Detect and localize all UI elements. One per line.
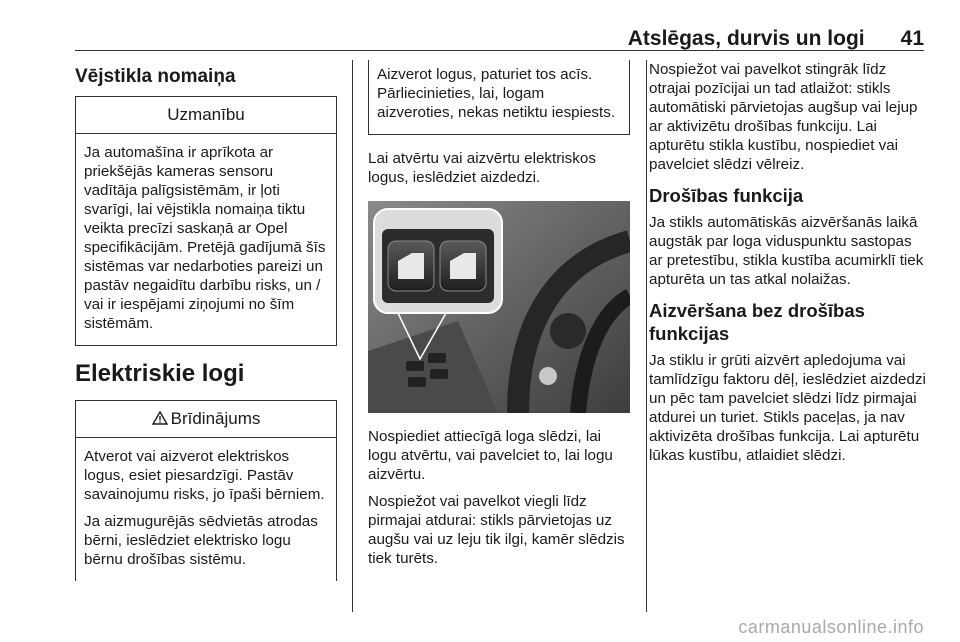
heading-safety-function: Drošības funkcija xyxy=(649,185,804,206)
column-3 xyxy=(649,60,929,473)
column-1 xyxy=(75,60,337,581)
column-divider-2 xyxy=(646,60,647,612)
header-rule xyxy=(75,50,924,51)
paragraph-second-detent: Nospiežot vai pavelkot stingrāk līdz otrajai pozīcijai un tad atlaižot: stikls automātiski pārvietojas augšup vai lejup ar aktivizētu drošības funkciju. Lai apturētu stikla kustību, nospiediet vai pavelciet slēdzi vēlreiz. xyxy=(649,61,918,173)
chapter-title-power-windows: Elektriskie logi xyxy=(75,360,245,387)
page-header xyxy=(628,27,924,51)
paragraph-safety-function: Ja stikls automātiskās aizvēršanās laikā augstāk par loga viduspunktu sastopas ar pretestību, stikla kustība acumirklī tiek apturēta un tas atkal nolaižas. xyxy=(649,214,924,288)
paragraph-ignition: Lai atvērtu vai aizvērtu elektriskos logus, ieslēdziet aizdedzi. xyxy=(368,150,596,186)
warning-title-row xyxy=(76,401,336,438)
warning-title: Brīdinājums xyxy=(170,409,261,428)
warning-box xyxy=(75,400,337,581)
warning-box-continued xyxy=(368,60,630,135)
warning-continued-text: Aizverot logus, paturiet tos acīs. Pārliecinieties, lai, logam aizveroties, nekas netiktu iespiests. xyxy=(377,66,616,121)
heading-closing-without-safety: Aizvēršana bez drošības funkcijas xyxy=(649,300,865,344)
caution-title: Uzmanību xyxy=(76,97,336,134)
header-title: Atslēgas, durvis un logi xyxy=(627,27,865,50)
caution-text: Ja automašīna ir aprīkota ar priekšējās kameras sensoru vadītāja palīgsistēmām, ir ļoti svarīgi, lai vējstikla nomaiņa tiktu veikta precīzi saskaņā ar Opel specifikācijām. Pretējā gadījumā šīs sistēmas var nedarboties pareizi un pastāv negaidītu darbību risks, un / vai ir iespējami ziņojumi no šīm sistēmām. xyxy=(84,144,326,332)
warning-text-1: Atverot vai aizverot elektriskos logus, esiet piesardzīgi. Pastāv savainojumu risks, jo īpaši bērniem. xyxy=(84,448,325,503)
window-switch-photo xyxy=(368,201,630,413)
paragraph-closing-without-safety: Ja stiklu ir grūti aizvērt apledojuma vai tamlīdzīgu faktoru dēļ, ieslēdziet aizdedzi un pēc tam pavelciet slēdzi līdz pirmajai atdurei un turiet. Stikls paceļas, ja nav aktivizēta drošības funkcija. Lai apturētu lūkas kustību, atlaidiet slēdzi. xyxy=(649,352,926,464)
caution-box xyxy=(75,96,337,346)
paragraph-press-pull: Nospiediet attiecīgā loga slēdzi, lai logu atvērtu, vai pavelciet to, lai logu aizvērtu. xyxy=(368,428,613,483)
warning-triangle-icon xyxy=(152,411,168,429)
column-2 xyxy=(368,60,630,576)
column-divider-1 xyxy=(352,60,353,612)
window-switch-icon xyxy=(368,201,630,413)
page-number: 41 xyxy=(900,27,924,50)
paragraph-first-detent: Nospiežot vai pavelkot viegli līdz pirmajai atdurai: stikls pārvietojas uz augšu vai uz leju tik ilgi, kamēr slēdzis tiek turēts. xyxy=(368,493,625,567)
warning-text-2: Ja aizmugurējās sēdvietās atrodas bērni, ieslēdziet elektrisko logu bērnu drošības sistēmu. xyxy=(84,513,318,568)
section-title-windscreen: Vējstikla nomaiņa xyxy=(75,66,236,87)
footer-watermark: carmanualsonline.info xyxy=(738,617,924,637)
